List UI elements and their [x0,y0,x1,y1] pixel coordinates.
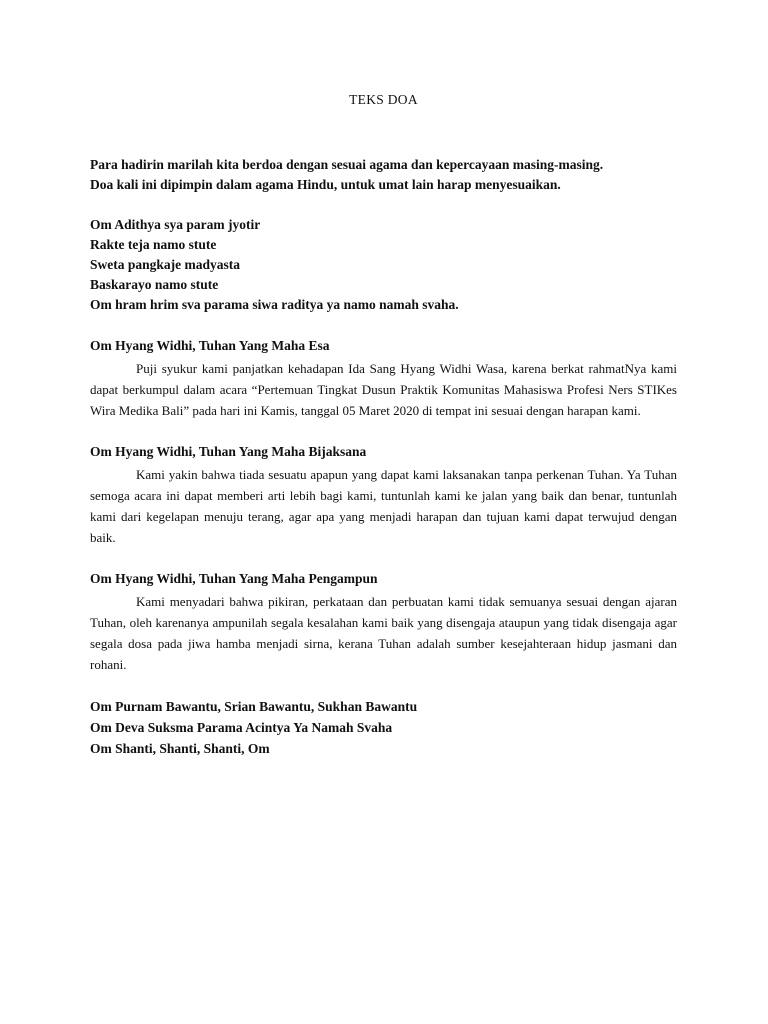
document-content [90,92,677,759]
section-heading: Om Hyang Widhi, Tuhan Yang Maha Pengampun [90,571,378,586]
section-heading: Om Hyang Widhi, Tuhan Yang Maha Bijaksana [90,444,367,459]
mantra-block [90,215,677,315]
mantra-line: Om hram hrim sva parama siwa raditya ya namo namah svaha. [90,297,459,312]
intro-line: Para hadirin marilah kita berdoa dengan sesuai agama dan kepercayaan masing-masing. [90,157,604,172]
intro-line: Doa kali ini dipimpin dalam agama Hindu, untuk umat lain harap menyesuaikan. [90,177,561,192]
mantra-line: Baskarayo namo stute [90,277,219,292]
prayer-section [90,569,677,675]
document-title: TEKS DOA [349,92,418,107]
section-paragraph: Puji syukur kami panjatkan kehadapan Ida Sang Hyang Widhi Wasa, karena berkat rahmatNya kami dapat berkumpul dalam acara “Pertemuan Tingkat Dusun Praktik Komunitas Mahasiswa Profesi Ners STIKes Wira Medika Bali” pada hari ini Kamis, tanggal 05 Maret 2020 di tempat ini sesuai dengan harapan kami. [90,361,677,418]
section-paragraph: Kami yakin bahwa tiada sesuatu apapun yang dapat kami laksanakan tanpa perkenan Tuhan. Ya Tuhan semoga acara ini dapat memberi arti lebih bagi kami, tuntunlah kami ke jalan yang baik dan benar, tuntunlah kami dari kegelapan menuju terang, agar apa yang menjadi harapan dan tujuan kami dapat terwujud dengan baik. [90,467,677,545]
mantra-line: Rakte teja namo stute [90,237,217,252]
mantra-line: Om Adithya sya param jyotir [90,217,261,232]
closing-line: Om Shanti, Shanti, Shanti, Om [90,741,270,756]
section-heading: Om Hyang Widhi, Tuhan Yang Maha Esa [90,338,330,353]
mantra-line: Sweta pangkaje madyasta [90,257,241,272]
prayer-section [90,336,677,421]
section-paragraph: Kami menyadari bahwa pikiran, perkataan dan perbuatan kami tidak semuanya sesuai dengan ajaran Tuhan, oleh karenanya ampunilah segala kesalahan kami baik yang disengaja ataupun yang tidak disengaja agar segala dosa pada jiwa hamba menjadi sirna, kerana Tuhan adalah sumber kesejahteraan hidup jasmani dan rohani. [90,594,677,672]
closing-line: Om Purnam Bawantu, Srian Bawantu, Sukhan Bawantu [90,699,418,714]
closing-block [90,696,677,759]
prayer-section [90,442,677,548]
intro-block [90,155,677,195]
closing-line: Om Deva Suksma Parama Acintya Ya Namah Svaha [90,720,393,735]
